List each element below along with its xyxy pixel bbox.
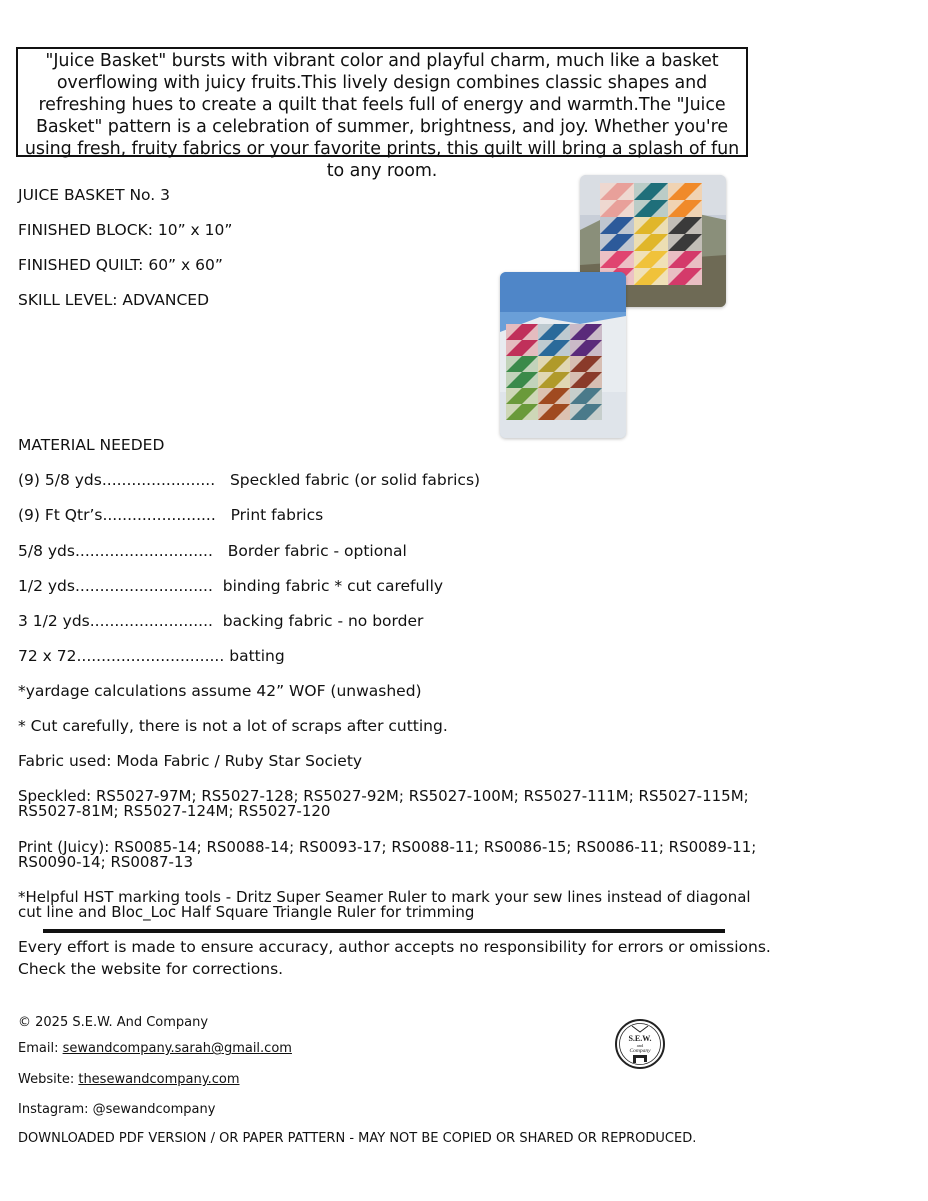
pattern-name: JUICE BASKET No. 3: [18, 186, 170, 204]
logo-text-company: Company: [629, 1048, 651, 1054]
material-qty: 5/8 yds............................: [18, 542, 213, 560]
quilt-photo-snow: [500, 272, 626, 438]
material-row: [18, 612, 423, 630]
disclaimer-line-1: Every effort is made to ensure accuracy, author accepts no responsibility for errors or omissions.: [18, 938, 771, 956]
material-row: [18, 542, 407, 560]
material-qty: (9) Ft Qtr’s.......................: [18, 506, 216, 524]
material-row: [18, 471, 480, 489]
material-desc: Speckled fabric (or solid fabrics): [229, 471, 481, 489]
finished-block: FINISHED BLOCK: 10” x 10”: [18, 221, 233, 239]
material-qty: (9) 5/8 yds.......................: [18, 471, 216, 489]
email-label: Email:: [18, 1041, 63, 1056]
cut-note: * Cut carefully, there is not a lot of scraps after cutting.: [18, 717, 448, 735]
material-qty: 1/2 yds............................: [18, 577, 213, 595]
material-qty: 72 x 72..............................: [18, 647, 225, 665]
skill-level: SKILL LEVEL: ADVANCED: [18, 291, 210, 309]
email-line: [18, 1041, 292, 1056]
copyright-icon: ©: [18, 1015, 31, 1030]
sewing-machine-logo-icon: [614, 1018, 666, 1070]
company-logo: [614, 1018, 666, 1070]
website-link[interactable]: thesewandcompany.com: [78, 1072, 240, 1087]
material-desc: batting: [229, 647, 285, 665]
copyright: [18, 1015, 208, 1030]
print-list: Print (Juicy): RS0085-14; RS0088-14; RS0093-17; RS0088-11; RS0086-15; RS0086-11; RS0089-11; RS0090-14; RS0087-13: [18, 838, 757, 871]
tools-note: *Helpful HST marking tools - Dritz Super Seamer Ruler to mark your sew lines instead of diagonal cut line and Bloc_Loc Half Square Triangle Ruler for trimming: [18, 888, 751, 921]
website-label: Website:: [18, 1072, 79, 1087]
logo-text-sew: S.E.W.: [628, 1034, 652, 1043]
copy-notice: DOWNLOADED PDF VERSION / OR PAPER PATTERN - MAY NOT BE COPIED OR SHARED OR REPRODUCED.: [18, 1131, 697, 1146]
copyright-text: 2025 S.E.W. And Company: [35, 1015, 209, 1030]
intro-text: "Juice Basket" bursts with vibrant color and playful charm, much like a basket overflowing with juicy fruits.This lively design combines classic shapes and refreshing hues to create a quilt that feels full of energy and warmth.The "Juice Basket" pattern is a celebration of summer, brightness, and joy. Whether you're using fresh, fruity fabrics or your favorite prints, this quilt will bring a splash of fun to any room.: [24, 51, 740, 181]
material-desc: binding fabric * cut carefully: [222, 577, 444, 595]
material-qty: 3 1/2 yds.........................: [18, 612, 213, 630]
yardage-note: *yardage calculations assume 42” WOF (unwashed): [18, 682, 422, 700]
disclaimer-line-2: Check the website for corrections.: [18, 960, 284, 978]
instagram-line: Instagram: @sewandcompany: [18, 1102, 216, 1117]
finished-quilt: FINISHED QUILT: 60” x 60”: [18, 256, 223, 274]
quilt-photo-snow-image: [500, 272, 626, 438]
material-desc: Print fabrics: [230, 506, 324, 524]
materials-heading: MATERIAL NEEDED: [18, 436, 165, 454]
fabric-used: Fabric used: Moda Fabric / Ruby Star Society: [18, 752, 363, 770]
email-link[interactable]: sewandcompany.sarah@gmail.com: [62, 1041, 292, 1056]
material-row: [18, 506, 323, 524]
website-line: [18, 1072, 240, 1087]
material-desc: Border fabric - optional: [227, 542, 407, 560]
divider: [43, 929, 725, 933]
logo-text-and: and: [636, 1043, 644, 1048]
material-row: [18, 577, 443, 595]
intro-description: [16, 47, 748, 181]
material-row: [18, 647, 285, 665]
speckled-list: Speckled: RS5027-97M; RS5027-128; RS5027-92M; RS5027-100M; RS5027-111M; RS5027-115M; RS5027-81M; RS5027-124M; RS5027-120: [18, 787, 749, 820]
material-desc: backing fabric - no border: [222, 612, 424, 630]
